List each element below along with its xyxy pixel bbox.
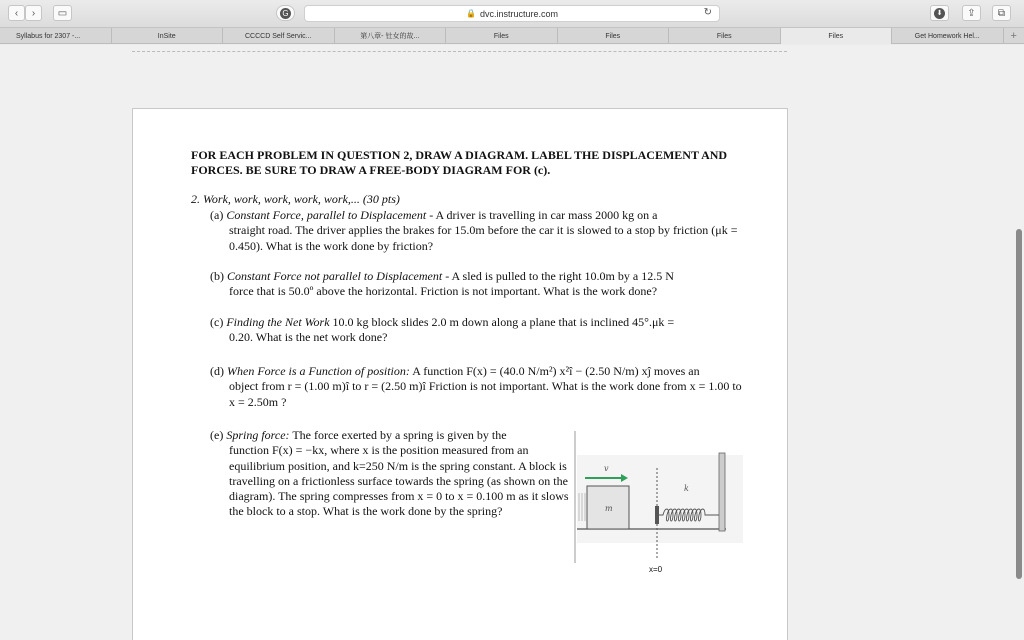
prefix-d: (d) (210, 364, 227, 378)
tab-label: Get Homework Hel... (914, 32, 980, 40)
prefix-a: (a) (210, 208, 227, 222)
tab-syllabus[interactable] (0, 28, 112, 44)
tab-files-active[interactable] (781, 28, 893, 44)
tab-files-3[interactable] (669, 28, 781, 44)
download-icon: ⬇ (934, 8, 945, 19)
tab-label: 第八章- 钍女的故... (360, 33, 420, 40)
tab-chapter[interactable] (335, 28, 447, 44)
new-tab-button[interactable] (1004, 28, 1024, 43)
plus-icon: + (1010, 29, 1017, 42)
tab-label: Files (828, 32, 844, 40)
label-b: Constant Force not parallel to Displacement (227, 269, 443, 283)
problem-e (210, 428, 570, 520)
back-button[interactable] (8, 5, 25, 21)
problem-a (210, 208, 750, 254)
label-a: Constant Force, parallel to Displacement (226, 208, 427, 222)
spring-constant-label: k (684, 484, 689, 493)
tab-insite[interactable] (112, 28, 224, 44)
tab-files-1[interactable] (446, 28, 558, 44)
share-icon: ⇪ (967, 7, 976, 19)
problem-b (210, 269, 750, 300)
chevron-left-icon: ‹ (14, 7, 19, 19)
tab-bar (0, 28, 1024, 44)
tab-files-2[interactable] (558, 28, 670, 44)
lock-icon: 🔒 (466, 9, 476, 18)
origin-label: x=0 (649, 565, 663, 574)
ghost-icon: G (280, 8, 291, 19)
line1-c: 10.0 kg block slides 2.0 m down along a plane that is inclined 45°.μk = (329, 315, 675, 329)
content-area[interactable] (0, 45, 1024, 640)
address-text: dvc.instructure.com (479, 8, 558, 19)
label-d: When Force is a Function of position: (227, 364, 410, 378)
problem-c (210, 315, 750, 346)
download-button[interactable] (930, 5, 949, 21)
mass-label: m (605, 504, 613, 513)
line1-b: - A sled is pulled to the right 10.0m by a 12.5 N (442, 269, 674, 283)
browser-toolbar (0, 0, 1024, 28)
line1-d: A function F(x) = (40.0 N/m²) x²î − (2.50 N/m) xĵ moves an (409, 364, 700, 378)
label-e: Spring force: (226, 428, 290, 442)
tab-label: InSite (157, 32, 176, 40)
problem-d (210, 364, 750, 410)
sidebar-icon: ▭ (57, 7, 68, 19)
tab-label: Files (605, 32, 621, 40)
prefix-b: (b) (210, 269, 227, 283)
rest-a: straight road. The driver applies the brakes for 15.0m before the car it is slowed to a stop by friction (μk = 0.450). What is the work done by friction? (229, 223, 738, 253)
sidebar-toggle-button[interactable] (53, 5, 72, 21)
tab-label: Files (493, 32, 509, 40)
forward-button[interactable] (25, 5, 42, 21)
line1-e: The force exerted by a spring is given by the (289, 428, 507, 442)
spring-diagram (571, 431, 746, 576)
share-button[interactable] (962, 5, 981, 21)
velocity-label: v (604, 464, 609, 473)
rest-c: 0.20. What is the net work done? (229, 330, 388, 345)
rest-d: object from r = (1.00 m)î to r = (2.50 m)î Friction is not important. What is the work done from x = 1.00 to x = 2.50m ? (229, 379, 742, 409)
page-separator (132, 51, 787, 52)
wall (719, 453, 725, 531)
tab-self-service[interactable] (223, 28, 335, 44)
tab-label: Files (716, 32, 732, 40)
tab-homework-help[interactable] (892, 28, 1004, 44)
reload-icon[interactable]: ↻ (703, 7, 712, 18)
document-page (132, 108, 788, 640)
prefix-e: (e) (210, 428, 227, 442)
scrollbar[interactable] (1016, 229, 1022, 579)
chevron-right-icon: › (31, 7, 36, 19)
tabs-icon: ⧉ (997, 7, 1006, 19)
rest-e: function F(x) = −kx, where x is the position measured from an equilibrium position, and k=250 N/m is the spring constant. A block is travelling on a frictionless surface towards the spring (as shown on the diagram). The spring compresses from x = 0 to x = 0.100 m as it slows the block to a stop. What is the work done by the spring? (229, 443, 569, 519)
instructions-header: FOR EACH PROBLEM IN QUESTION 2, DRAW A DIAGRAM. LABEL THE DISPLACEMENT AND FORCES. BE SURE TO DRAW A FREE-BODY DIAGRAM FOR (c). (191, 148, 728, 177)
problem-title: 2. Work, work, work, work, work,... (30 pts) (191, 192, 400, 206)
tab-label: Syllabus for 2307 -... (16, 32, 81, 40)
prefix-c: (c) (210, 315, 227, 329)
rest-b: force that is 50.0º above the horizontal. Friction is not important. What is the work done? (229, 284, 658, 299)
tab-overview-button[interactable] (992, 5, 1011, 21)
label-c: Finding the Net Work (226, 315, 330, 329)
tab-label: CCCCD Self Servic... (244, 32, 312, 40)
ghostery-button[interactable] (276, 5, 295, 21)
line1-a: - A driver is travelling in car mass 2000 kg on a (426, 208, 658, 222)
address-bar[interactable] (304, 5, 720, 22)
